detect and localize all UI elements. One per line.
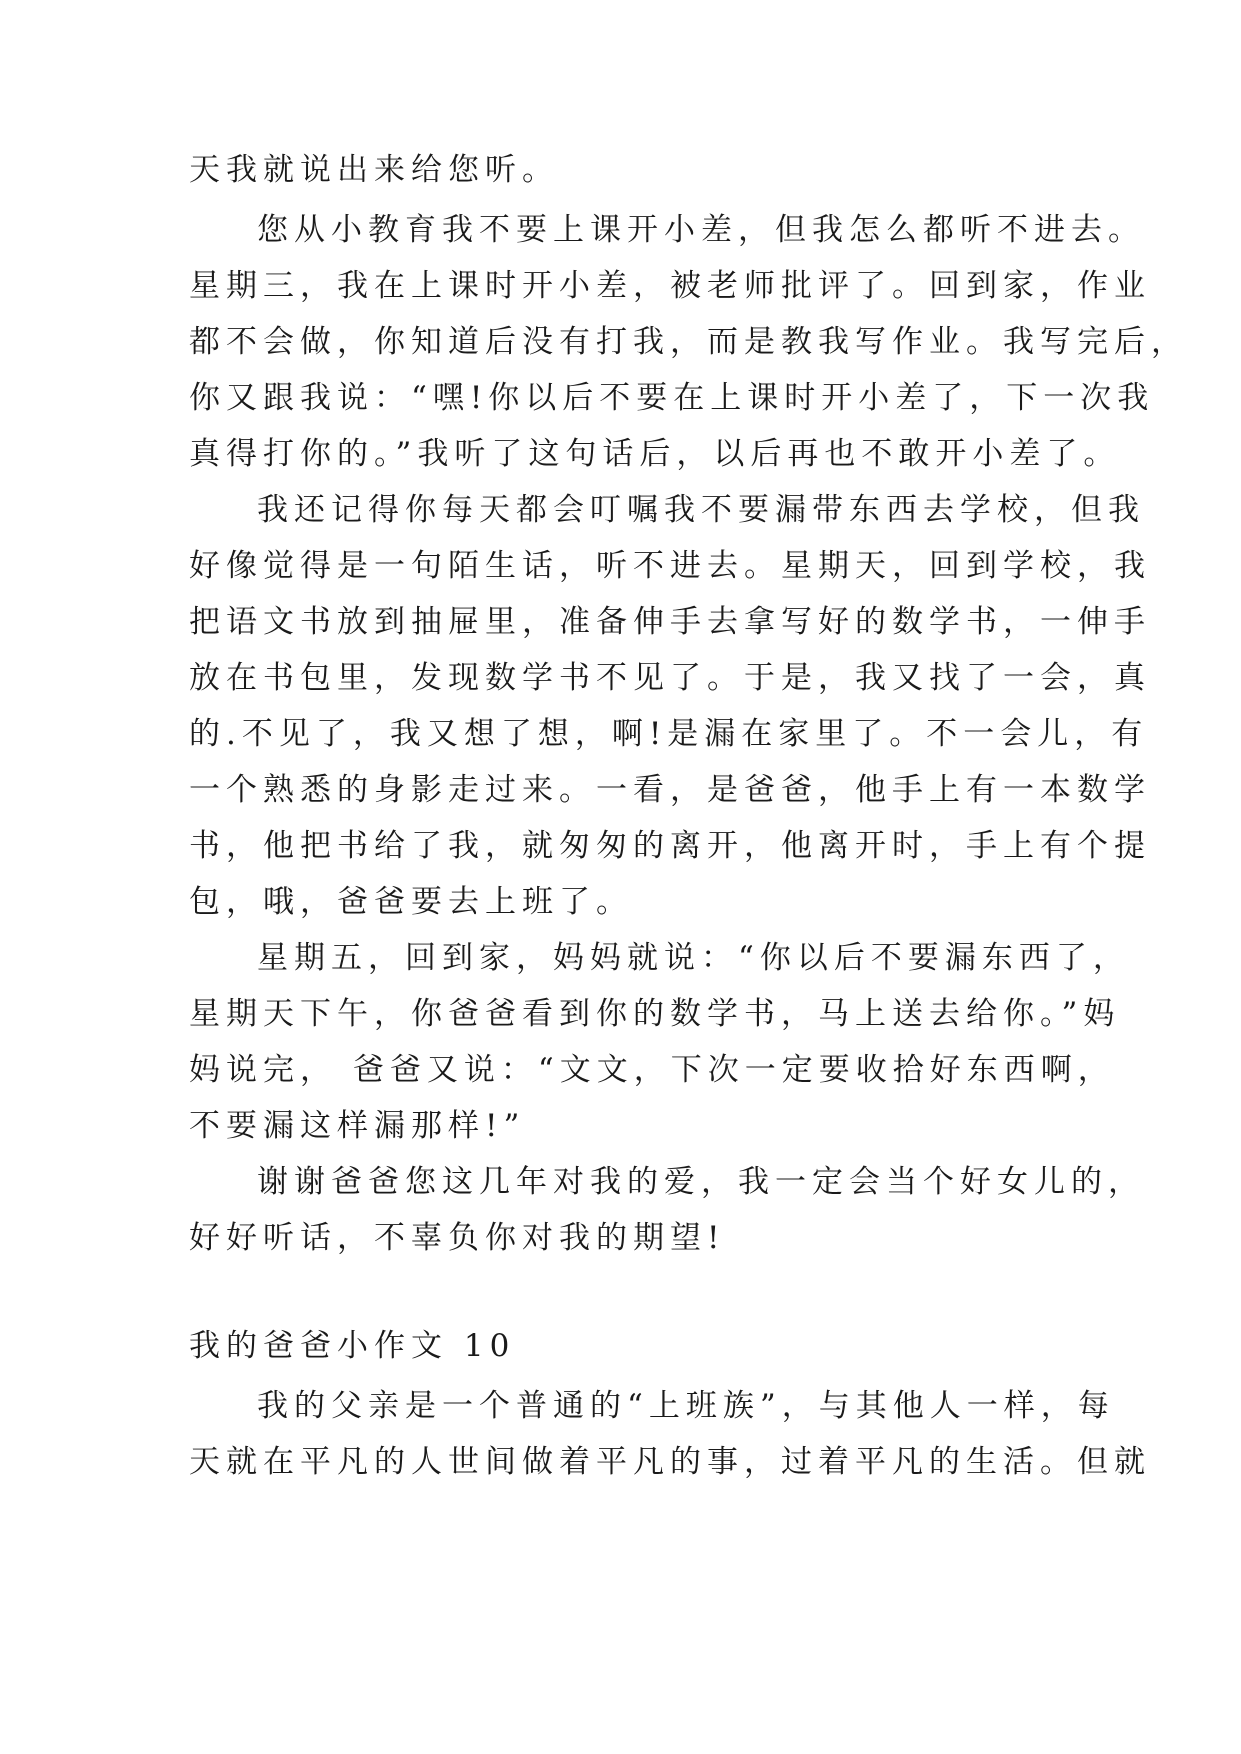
text-line: 放在书包里，发现数学书不见了。于是，我又找了一会，真	[189, 660, 1151, 696]
paragraph-start: 谢谢爸爸您这几年对我的爱，我一定会当个好女儿的，	[257, 1164, 1145, 1200]
text-line: 妈说完， 爸爸又说：“文文，下次一定要收拾好东西啊，	[189, 1052, 1115, 1088]
paragraph-start: 星期五，回到家，妈妈就说：“你以后不要漏东西了，	[257, 940, 1130, 976]
text-line: 好像觉得是一句陌生话，听不进去。星期天，回到学校，我	[189, 548, 1151, 584]
paragraph-start: 我还记得你每天都会叮嘱我不要漏带东西去学校，但我	[257, 492, 1145, 528]
text-line: 把语文书放到抽屉里，准备伸手去拿写好的数学书，一伸手	[189, 604, 1151, 640]
section-heading: 我的爸爸小作文 10	[189, 1328, 516, 1364]
paragraph-start: 您从小教育我不要上课开小差，但我怎么都听不进去。	[257, 212, 1145, 248]
text-line: 你又跟我说：“嘿!你以后不要在上课时开小差了，下一次我	[189, 380, 1155, 416]
text-line: 一个熟悉的身影走过来。一看，是爸爸，他手上有一本数学	[189, 772, 1151, 808]
text-line: 的.不见了，我又想了想，啊!是漏在家里了。不一会儿，有	[189, 716, 1149, 752]
text-line: 星期三，我在上课时开小差，被老师批评了。回到家，作业	[189, 268, 1151, 304]
text-line: 天就在平凡的人世间做着平凡的事，过着平凡的生活。但就	[189, 1444, 1151, 1480]
text-line: 都不会做，你知道后没有打我，而是教我写作业。我写完后，	[189, 324, 1188, 360]
text-line: 不要漏这样漏那样!”	[189, 1108, 526, 1144]
text-line: 天我就说出来给您听。	[189, 152, 559, 188]
text-line: 星期天下午，你爸爸看到你的数学书，马上送去给你。”妈	[189, 996, 1121, 1032]
text-line: 好好听话，不辜负你对我的期望!	[189, 1220, 726, 1256]
paragraph-start: 我的父亲是一个普通的“上班族”，与其他人一样，每	[257, 1388, 1115, 1424]
text-line: 真得打你的。”我听了这句话后，以后再也不敢开小差了。	[189, 436, 1121, 472]
text-line: 包，哦，爸爸要去上班了。	[189, 884, 633, 920]
text-line: 书，他把书给了我，就匆匆的离开，他离开时，手上有个提	[189, 828, 1151, 864]
